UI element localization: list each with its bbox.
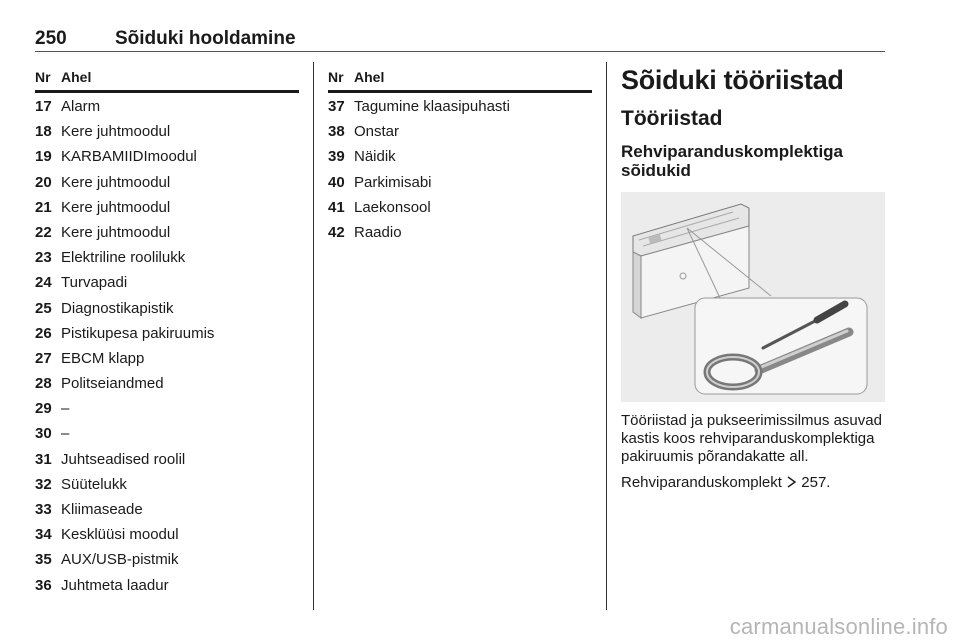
row-number: 28 bbox=[35, 375, 52, 393]
fuse-table-left bbox=[35, 66, 299, 597]
row-circuit-name: Tagumine klaasipuhasti bbox=[354, 98, 510, 115]
table-row bbox=[35, 169, 299, 194]
row-circuit-name: Juhtseadised roolil bbox=[61, 450, 186, 468]
row-circuit-name: Kere juhtmoodul bbox=[61, 198, 171, 216]
table-row bbox=[35, 219, 299, 244]
row-number: 33 bbox=[35, 501, 52, 518]
table-row bbox=[328, 143, 592, 168]
row-number: 22 bbox=[35, 223, 52, 241]
row-circuit-name: Kere juhtmoodul bbox=[61, 123, 171, 141]
row-number: 30 bbox=[35, 425, 52, 443]
row-circuit-name: Onstar bbox=[354, 123, 400, 141]
row-number: 20 bbox=[35, 173, 52, 191]
row-number: 26 bbox=[35, 324, 52, 342]
header-divider bbox=[35, 51, 885, 52]
table-row bbox=[328, 93, 592, 118]
table-header bbox=[328, 66, 592, 93]
column-divider bbox=[606, 62, 607, 610]
table-row bbox=[35, 320, 299, 345]
table-row bbox=[35, 420, 299, 445]
tool-kit-illustration bbox=[621, 192, 885, 402]
table-row bbox=[35, 345, 299, 370]
table-body bbox=[328, 93, 592, 244]
page-header bbox=[35, 28, 885, 52]
row-circuit-name: Pistikupesa pakiruumis bbox=[61, 324, 215, 342]
table-row bbox=[328, 219, 592, 244]
table-row bbox=[35, 446, 299, 471]
column-header-nr: Nr bbox=[35, 69, 51, 85]
table-row bbox=[35, 496, 299, 521]
table-header bbox=[35, 66, 299, 93]
page-number: 250 bbox=[35, 28, 67, 49]
table-row bbox=[35, 143, 299, 168]
repair-kit-reference[interactable] bbox=[621, 474, 885, 492]
fuse-table-right bbox=[328, 66, 592, 244]
table-row bbox=[35, 546, 299, 571]
row-circuit-name: Raadio bbox=[354, 223, 402, 241]
page-reference-arrow-icon bbox=[786, 474, 801, 491]
row-circuit-name: KARBAMIIDImoodul bbox=[61, 148, 197, 166]
row-circuit-name: Turvapadi bbox=[61, 274, 128, 292]
row-number: 18 bbox=[35, 123, 52, 141]
row-number: 37 bbox=[328, 98, 345, 115]
vehicle-tools-section bbox=[621, 62, 885, 492]
row-circuit-name: Parkimisabi bbox=[354, 173, 432, 191]
table-row bbox=[328, 118, 592, 143]
row-circuit-name: Elektriline roolilukk bbox=[61, 249, 186, 267]
row-circuit-name: – bbox=[61, 400, 70, 418]
column-divider bbox=[313, 62, 314, 610]
tool-kit-drawing bbox=[621, 192, 885, 402]
column-header-nr: Nr bbox=[328, 69, 344, 85]
row-number: 42 bbox=[328, 223, 345, 241]
table-row bbox=[35, 93, 299, 118]
table-row bbox=[35, 572, 299, 597]
chapter-title: Sõiduki hooldamine bbox=[115, 28, 296, 49]
row-circuit-name: EBCM klapp bbox=[61, 349, 145, 367]
row-circuit-name: Diagnostikapistik bbox=[61, 299, 174, 317]
row-number: 24 bbox=[35, 274, 52, 292]
row-number: 36 bbox=[35, 576, 52, 594]
row-number: 41 bbox=[328, 198, 345, 216]
row-number: 27 bbox=[35, 349, 52, 367]
table-row bbox=[35, 118, 299, 143]
table-row bbox=[35, 269, 299, 294]
tools-location-text: Tööriistad ja pukseerimissilmus asuvad kastis koos rehviparanduskomplektiga pakiruumis põrandakatte all. bbox=[621, 412, 882, 465]
row-circuit-name: Laekonsool bbox=[354, 198, 431, 216]
column-header-circuit: Ahel bbox=[61, 69, 92, 85]
row-circuit-name: Näidik bbox=[354, 148, 396, 166]
row-number: 21 bbox=[35, 198, 52, 216]
row-number: 19 bbox=[35, 148, 52, 166]
table-row bbox=[35, 395, 299, 420]
table-row bbox=[35, 194, 299, 219]
row-circuit-name: Juhtmeta laadur bbox=[61, 576, 169, 594]
row-circuit-name: Alarm bbox=[61, 98, 101, 115]
row-number: 39 bbox=[328, 148, 345, 166]
section-subheading: Rehviparanduskomplektiga sõidukid bbox=[621, 142, 844, 180]
table-row bbox=[35, 370, 299, 395]
row-number: 17 bbox=[35, 98, 52, 115]
column-header-circuit: Ahel bbox=[354, 69, 385, 85]
row-circuit-name: Kere juhtmoodul bbox=[61, 173, 171, 191]
table-row bbox=[35, 521, 299, 546]
row-number: 38 bbox=[328, 123, 345, 141]
section-title: Sõiduki tööriistad bbox=[621, 65, 844, 95]
row-number: 40 bbox=[328, 173, 345, 191]
table-row bbox=[328, 194, 592, 219]
row-number: 35 bbox=[35, 551, 52, 569]
row-circuit-name: Kesklüüsi moodul bbox=[61, 526, 179, 544]
row-circuit-name: AUX/USB-pistmik bbox=[61, 551, 179, 569]
reference-page: 257. bbox=[801, 474, 831, 491]
row-number: 23 bbox=[35, 249, 52, 267]
row-number: 25 bbox=[35, 299, 52, 317]
row-circuit-name: Politseiandmed bbox=[61, 375, 164, 393]
table-row bbox=[35, 471, 299, 496]
table-row bbox=[35, 244, 299, 269]
table-row bbox=[35, 295, 299, 320]
row-circuit-name: Kliimaseade bbox=[61, 501, 143, 518]
row-number: 31 bbox=[35, 450, 52, 468]
row-circuit-name: – bbox=[61, 425, 70, 443]
row-circuit-name: Kere juhtmoodul bbox=[61, 223, 171, 241]
row-number: 32 bbox=[35, 475, 52, 493]
section-subtitle: Tööriistad bbox=[621, 107, 723, 130]
table-row bbox=[328, 169, 592, 194]
row-number: 34 bbox=[35, 526, 52, 544]
row-circuit-name: Süütelukk bbox=[61, 475, 127, 493]
row-number: 29 bbox=[35, 400, 52, 418]
reference-text: Rehviparanduskomplekt bbox=[621, 474, 782, 491]
table-body bbox=[35, 93, 299, 597]
watermark: carmanualsonline.info bbox=[729, 614, 948, 639]
